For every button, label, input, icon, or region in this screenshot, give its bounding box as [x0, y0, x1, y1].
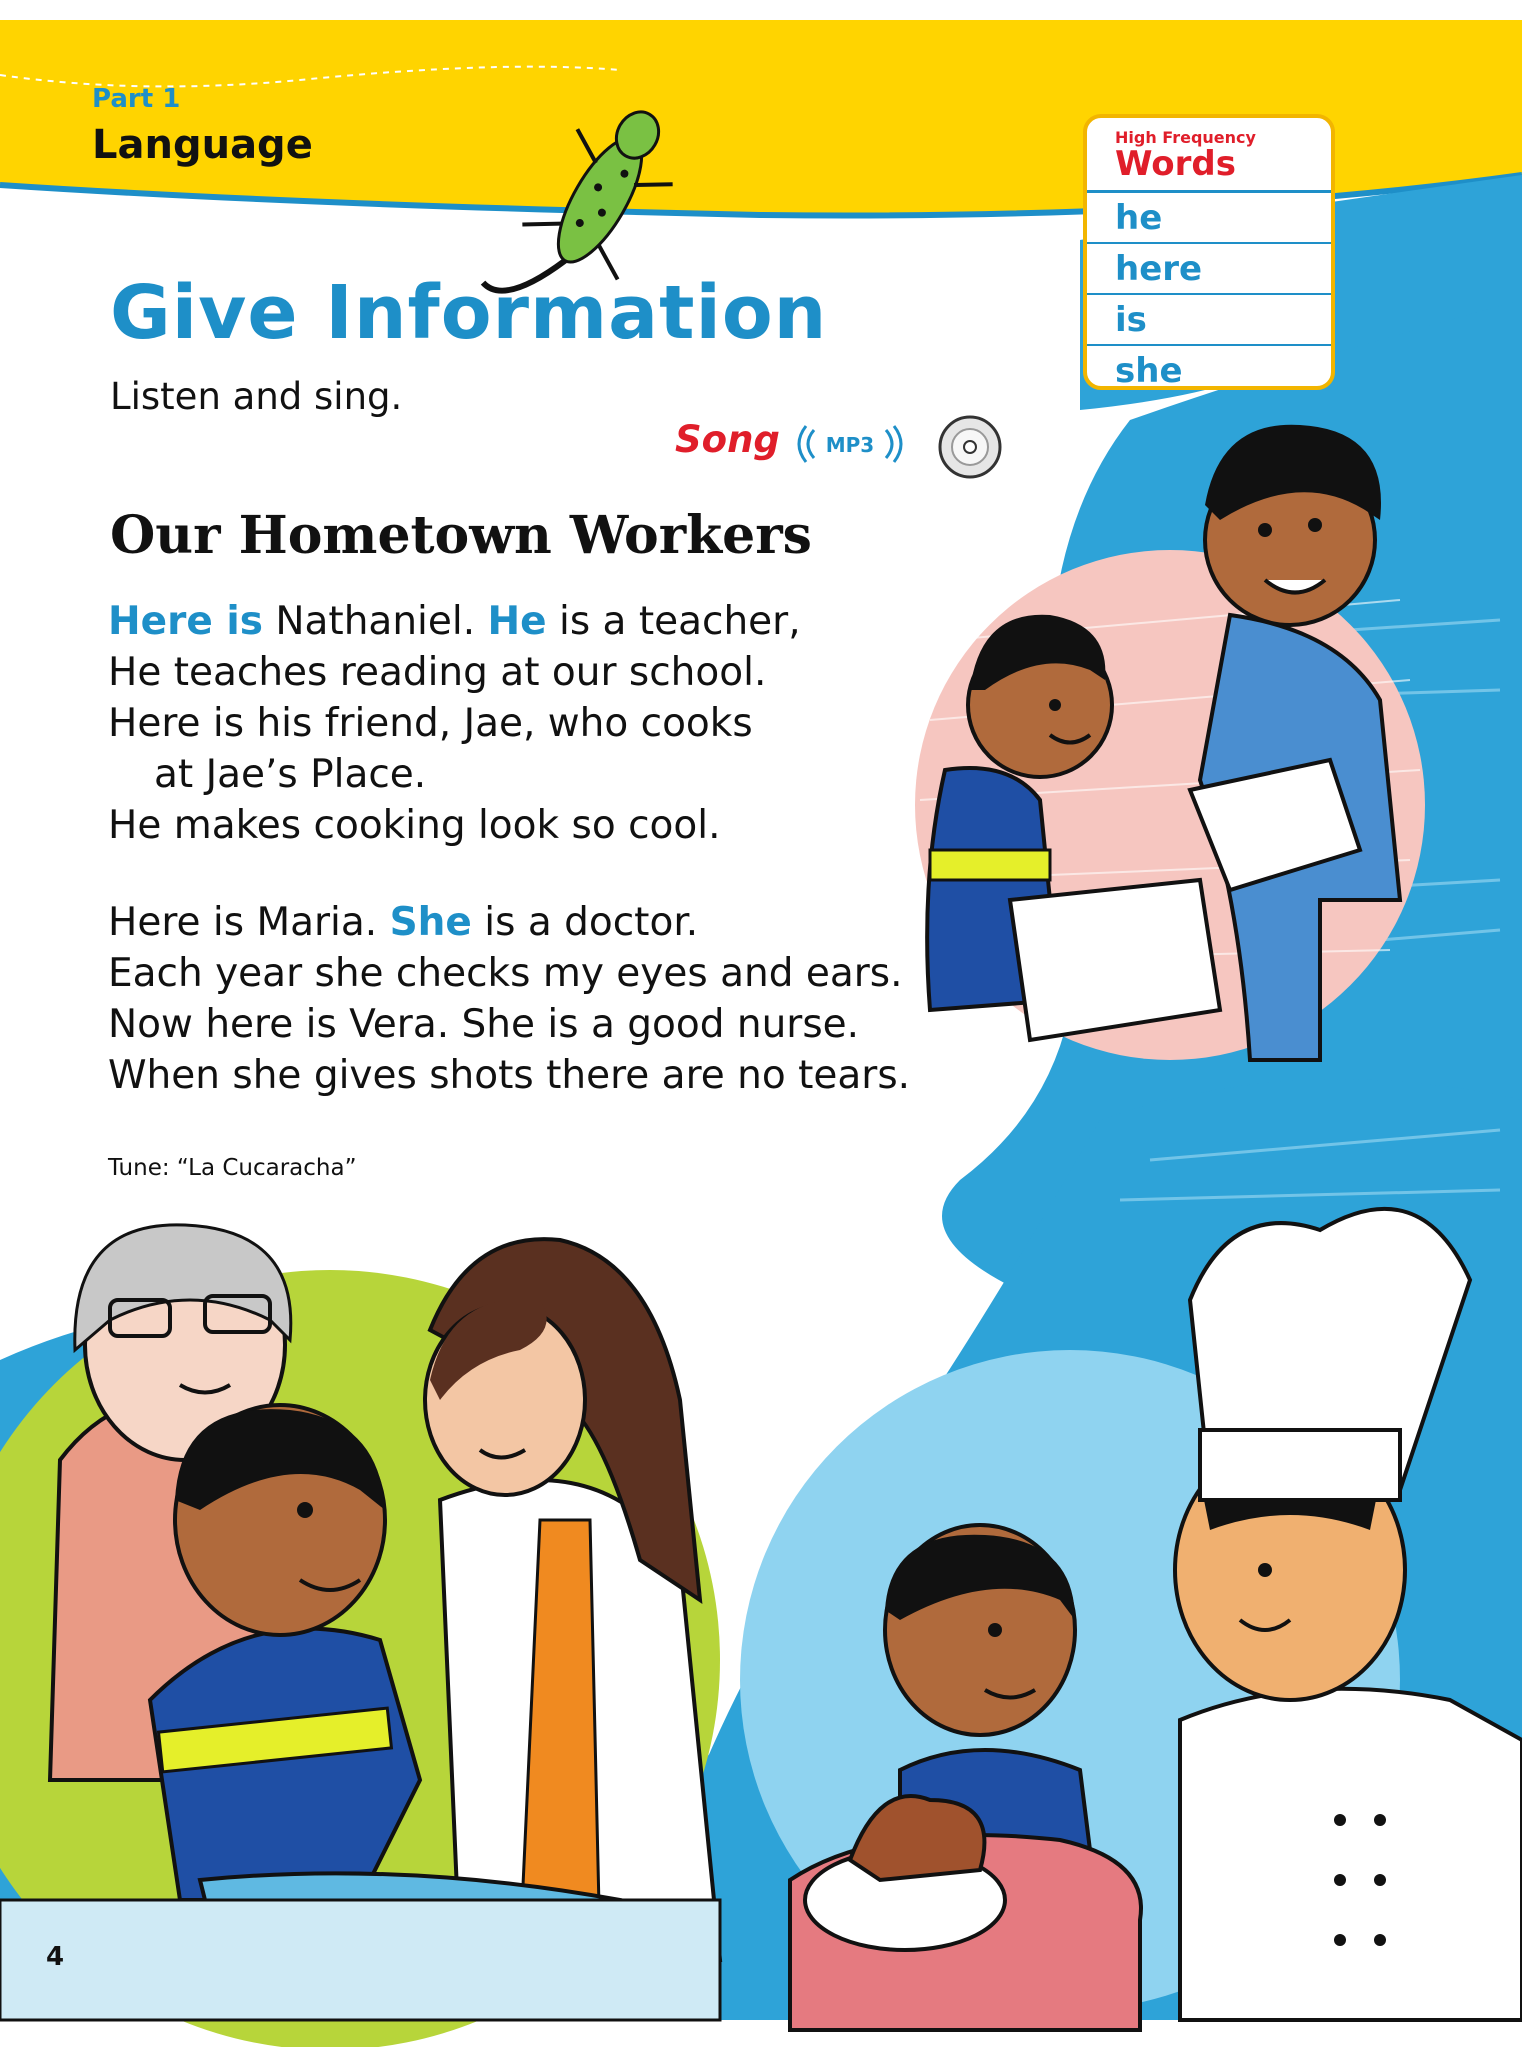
word-row	[1087, 244, 1331, 295]
cd-icon[interactable]	[935, 412, 1005, 482]
lyric-line: Now here is Vera. She is a good nurse.	[108, 1002, 860, 1047]
high-frequency-words-box	[1083, 114, 1335, 390]
page-number: 4	[46, 1942, 65, 1972]
instruction-text: Listen and sing.	[110, 375, 403, 418]
lyric-line: Each year she checks my eyes and ears.	[108, 951, 903, 996]
song-title: Our Hometown Workers	[110, 505, 812, 566]
word-row	[1087, 346, 1331, 390]
song-stanza-1	[108, 596, 801, 851]
page-title: Give Information	[110, 270, 828, 356]
song-label: Song	[675, 418, 780, 461]
lyric-line: at Jae’s Place.	[154, 752, 427, 797]
word-is: is	[1115, 300, 1147, 340]
word-here: here	[1115, 249, 1203, 289]
lyric-line: Here is his friend, Jae, who cooks	[108, 701, 753, 746]
word-she: she	[1115, 351, 1183, 390]
high-frequency-title: Words	[1115, 144, 1236, 184]
highlight-word: He	[487, 599, 547, 644]
highlight-word: She	[389, 900, 472, 945]
speaker-waves-icon	[790, 420, 910, 468]
lyric-line: When she gives shots there are no tears.	[108, 1053, 911, 1098]
part-label: Part 1	[92, 84, 181, 114]
highlight-word: Here is	[108, 599, 263, 644]
lyric-line: He teaches reading at our school.	[108, 650, 767, 695]
high-frequency-header	[1087, 118, 1331, 193]
lyric-line: Here is Nathaniel. He is a teacher,	[108, 599, 801, 644]
tune-credit: Tune: “La Cucaracha”	[108, 1155, 357, 1181]
section-label: Language	[92, 122, 313, 168]
song-stanza-2	[108, 897, 910, 1101]
mp3-label: MP3	[825, 433, 875, 457]
word-row	[1087, 295, 1331, 346]
word-row	[1087, 193, 1331, 244]
lyric-line: He makes cooking look so cool.	[108, 803, 721, 848]
word-he: he	[1115, 198, 1163, 238]
lyric-line: Here is Maria. She is a doctor.	[108, 900, 699, 945]
high-frequency-small-label: High Frequency	[1115, 128, 1256, 147]
mp3-audio-button[interactable]	[790, 420, 910, 468]
